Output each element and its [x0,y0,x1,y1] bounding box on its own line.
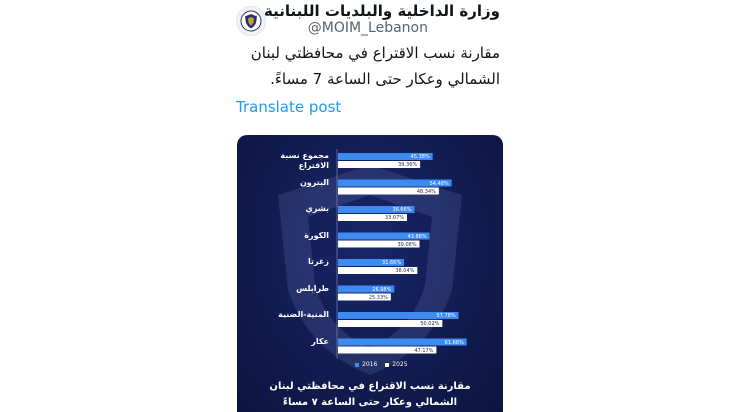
value-label-2025: 25.33% [368,294,388,301]
translate-post-link[interactable]: Translate post [236,98,342,116]
tweet-text-line-2: الشمالي وعكار حتى الساعة 7 مساءً. [270,70,500,88]
legend-item-2016 [355,361,377,368]
ministry-seal-icon [240,10,262,32]
value-label-2025: 50.02% [420,321,440,327]
category-label: بشري [305,204,329,213]
category-label: مجموع نسبة الاقتراع [280,151,329,170]
legend-swatch-2025 [385,363,389,367]
legend-swatch-2016 [355,363,359,367]
category-label: عكار [311,336,329,346]
chart-legend [355,361,408,368]
account-handle[interactable]: @MOIM_Lebanon [307,20,428,36]
category-label: زغرتا [307,257,329,266]
value-label-2025: 48.34% [416,188,436,195]
legend-item-2025 [385,361,407,368]
legend-label-2025: 2025 [392,361,408,368]
chart-caption-line-1: مقارنة نسب الاقتراع في محافظتي لبنان [269,381,471,392]
chart-caption-line-2: الشمالي وعكار حتى الساعة ٧ مساءً [282,397,458,408]
category-label: الكورة [304,230,329,240]
value-label-2025: 38.04% [395,268,415,274]
value-label-2016: 57.78% [436,313,456,319]
value-label-2016: 43.88% [407,233,427,240]
value-label-2016: 45.38% [410,154,430,160]
value-label-2016: 26.98% [372,286,392,293]
chart-image-card[interactable] [237,135,503,412]
chart-caption [247,379,493,411]
value-label-2025: 39.08% [397,241,417,248]
category-label: المنية-الضنية [278,310,329,319]
display-name[interactable]: وزارة الداخلية والبلديات اللبنانية [264,2,500,20]
tweet-text [200,40,500,92]
category-label: طرابلس [296,283,329,293]
legend-label-2016: 2016 [362,361,378,368]
value-label-2016: 36.66% [392,207,412,213]
account-avatar[interactable] [236,6,266,36]
value-label-2025: 39.36% [398,162,418,168]
value-label-2016: 54.48% [429,180,449,187]
category-label: البترون [299,177,329,187]
value-label-2025: 33.07% [384,215,405,221]
tweet-text-line-1: مقارنة نسب الاقتراع في محافظتي لبنان [250,44,500,62]
value-label-2025: 47.17% [414,347,434,354]
value-label-2016: 61.68% [444,339,464,346]
value-label-2016: 31.66% [382,260,402,266]
